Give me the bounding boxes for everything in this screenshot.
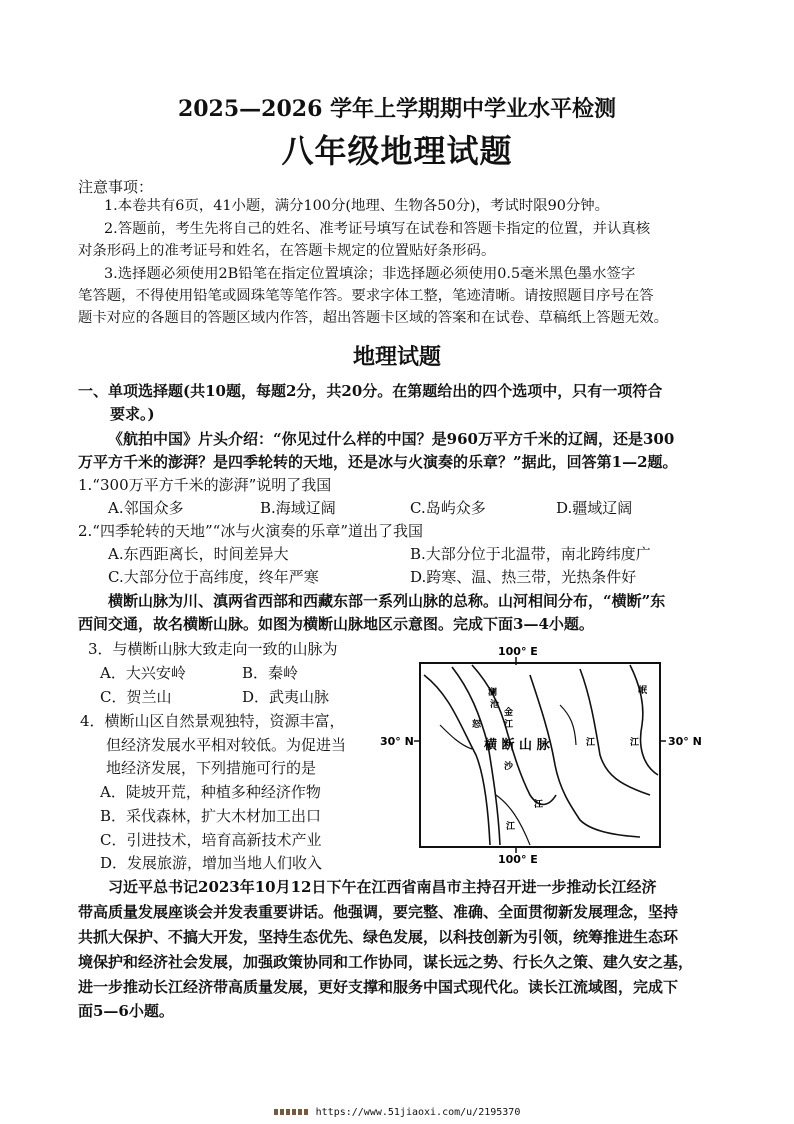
- q3-option-c: C．贺兰山: [100, 688, 172, 706]
- map-char-11: 江: [506, 822, 516, 832]
- q3-option-a: A．大兴安岭: [100, 664, 186, 682]
- map-char-6: 江: [504, 720, 514, 730]
- q1-option-c: C.岛屿众多: [410, 499, 486, 517]
- map-frame: [420, 663, 660, 847]
- tributary-3: [560, 705, 576, 745]
- q4-option-a: A．陡坡开荒，种植多种经济作物: [100, 783, 321, 801]
- passage1-line-1: 《航拍中国》片头介绍：“你见过什么样的中国？是960万平方千米的辽阔，还是300: [108, 430, 675, 448]
- notice-line-5: 笔答题，不得使用铅笔或圆珠笔等笔作答。要求字体工整，笔迹清晰。请按照题目序号在答: [78, 288, 654, 304]
- q4-stem-3: 地经济发展，下列措施可行的是: [106, 759, 317, 777]
- part1-heading: [78, 380, 662, 401]
- map-char-1: 澜: [488, 688, 498, 698]
- map-char-2: 金: [504, 708, 514, 718]
- map-char-8: 江: [586, 738, 596, 748]
- passage3-line-1: 习近平总书记2023年10月12日下午在江西省南昌市主持召开进一步推动长江经济: [108, 878, 657, 896]
- q3-option-d: D．武夷山脉: [242, 688, 330, 706]
- watermark-logo: [274, 1109, 310, 1115]
- q4-stem-2: 但经济发展水平相对较低。为促进当: [106, 736, 347, 754]
- map-bottom-label: 100° E: [498, 853, 538, 865]
- q3-stem: 3．与横断山脉大致走向一致的山脉为: [88, 640, 338, 658]
- passage3-line-6: 面5—6小题。: [78, 1002, 174, 1020]
- map-char-3: 怒: [472, 720, 482, 730]
- q1-stem: 1.“300万平方千米的澎湃”说明了我国: [78, 476, 332, 494]
- part1-heading-bold: 一、单项选择题: [78, 382, 184, 400]
- passage2-line-2: 西间交通，故名横断山脉。如图为横断山脉地区示意图。完成下面3—4小题。: [78, 615, 594, 633]
- q4-option-d: D．发展旅游，增加当地人们收入: [100, 854, 323, 872]
- passage3-line-4: 境保护和经济社会发展，加强政策协同和工作协同，谋长远之势、行长久之策、建久安之基，: [78, 953, 694, 971]
- hengduan-map: [380, 645, 714, 865]
- q1-option-a: A.邻国众多: [108, 499, 184, 517]
- passage2-line-1: 横断山脉为川、滇两省西部和西藏东部一系列山脉的总称。山河相间分布，“横断”东: [108, 592, 666, 610]
- q2-stem: 2.“四季轮转的天地”“冰与火演奏的乐章”道出了我国: [78, 522, 423, 540]
- map-char-9: 岷: [638, 686, 648, 696]
- q3-option-b: B．秦岭: [242, 664, 299, 682]
- part1-heading-cont: 要求。): [110, 405, 155, 423]
- footer: [0, 1107, 794, 1118]
- map-top-label: 100° E: [498, 645, 538, 658]
- q2-option-b: B.大部分位于北温带，南北跨纬度广: [410, 545, 651, 563]
- exam-subtitle: 2025—2026 学年上学期期中学业水平检测: [177, 96, 617, 122]
- map-mountain-label: 横 断 山 脉: [484, 738, 550, 753]
- notice-line-6: 题卡对应的各题目的答题区域内作答，超出答题卡区域的答案和在试卷、草稿纸上答题无效。: [78, 310, 669, 326]
- map-left-label: 30° N: [380, 735, 414, 748]
- passage3-line-2: 带高质量发展座谈会并发表重要讲话。他强调，要完整、准确、全面贯彻新发展理念，坚持: [78, 903, 679, 921]
- min-river: [630, 665, 658, 775]
- part1-heading-rest: (共10题，每题2分，共20分。在第题给出的四个选项中，只有一项符合: [183, 382, 663, 400]
- nu-river: [424, 675, 490, 845]
- q4-option-b: B．采伐森林，扩大木材加工出口: [100, 807, 322, 825]
- map-char-5: 沙: [504, 762, 514, 772]
- map-char-7: 江: [534, 800, 544, 810]
- map-char-4: 沧: [490, 700, 500, 710]
- exam-title: 八年级地理试题: [281, 132, 513, 170]
- q1-option-d: D.疆域辽阔: [556, 499, 633, 517]
- notice-heading: 注意事项：: [78, 178, 154, 196]
- q2-option-d: D.跨寒、温、热三带，光热条件好: [410, 568, 637, 586]
- yalong-river: [530, 675, 640, 837]
- tributary-1: [496, 795, 530, 845]
- footer-url[interactable]: https://www.51jiaoxi.com/u/2195370: [315, 1107, 521, 1118]
- notice-line-4: 3.选择题必须使用2B铅笔在指定位置填涂；非选择题必须使用0.5毫米黑色墨水签字: [104, 266, 636, 282]
- q1-option-b: B.海域辽阔: [260, 499, 336, 517]
- q4-stem-1: 4．横断山区自然景观独特，资源丰富，: [80, 712, 345, 730]
- q2-option-c: C.大部分位于高纬度，终年严寒: [108, 568, 319, 586]
- notice-line-3: 对条形码上的准考证号和姓名，在答题卡规定的位置贴好条形码。: [78, 243, 496, 259]
- map-char-10: 江: [630, 738, 640, 748]
- map-right-label: 30° N: [668, 735, 702, 748]
- section-title: 地理试题: [352, 344, 441, 370]
- q4-option-c: C．引进技术，培育高新技术产业: [100, 831, 322, 849]
- passage3-line-3: 共抓大保护、不搞大开发，坚持生态优先、绿色发展，以科技创新为引领，统筹推进生态环: [78, 928, 679, 946]
- notice-line-2: 2.答题前，考生先将自己的姓名、准考证号填写在试卷和答题卡指定的位置，并认真核: [104, 221, 651, 237]
- notice-line-1: 1.本卷共有6页，41小题，满分100分(地理、生物各50分)，考试时限90分钟。: [104, 198, 610, 214]
- q2-option-a: A.东西距离长，时间差异大: [108, 545, 289, 563]
- passage1-line-2: 万平方千米的澎湃？是四季轮转的天地，还是冰与火演奏的乐章？”据此，回答第1—2题。: [78, 453, 678, 471]
- passage3-line-5: 进一步推动长江经济带高质量发展，更好支撑和服务中国式现代化。读长江流域图，完成下: [78, 978, 679, 996]
